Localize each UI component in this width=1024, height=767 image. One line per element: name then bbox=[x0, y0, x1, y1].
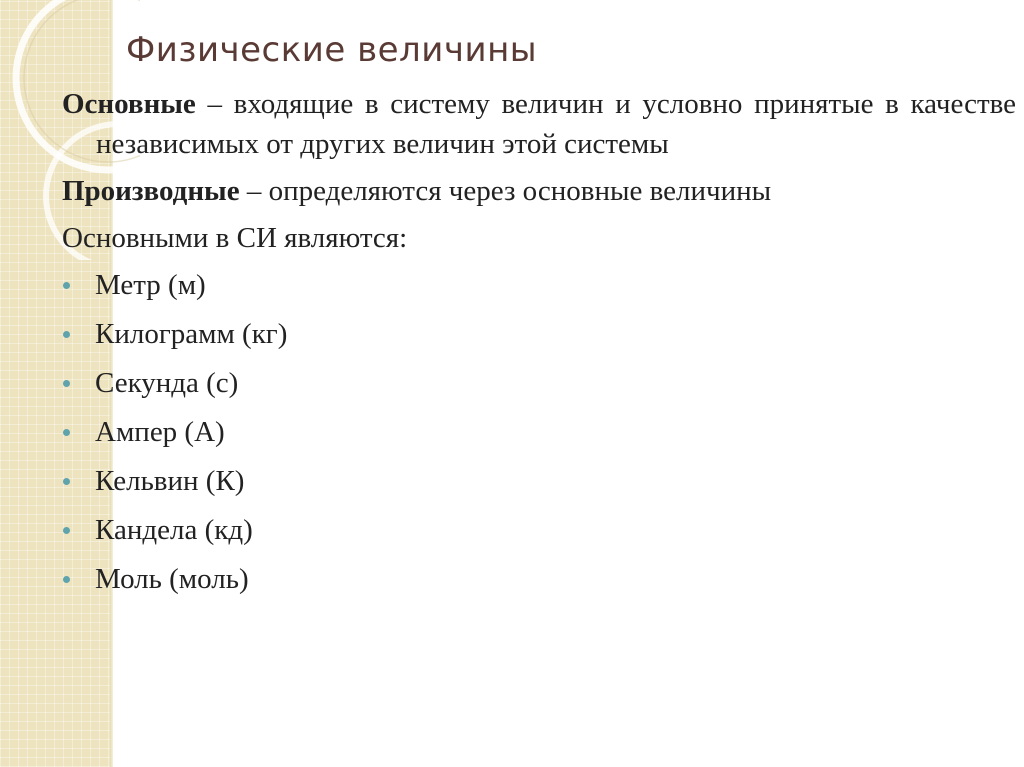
list-item bbox=[62, 314, 1016, 363]
round-bullet-icon bbox=[63, 478, 70, 485]
unit-label: Метр (м) bbox=[95, 269, 206, 301]
list-item bbox=[62, 363, 1016, 412]
list-item bbox=[62, 510, 1016, 559]
definition-text: определяются через основные величины bbox=[268, 175, 772, 207]
list-item bbox=[62, 412, 1016, 461]
round-bullet-icon bbox=[63, 527, 70, 534]
list-item bbox=[62, 461, 1016, 510]
round-bullet-icon bbox=[63, 380, 70, 387]
round-bullet-icon bbox=[63, 429, 70, 436]
definition-term: Производные bbox=[62, 175, 240, 207]
definition-derived bbox=[62, 171, 1016, 211]
si-units-list bbox=[62, 265, 1016, 608]
unit-label: Кельвин (К) bbox=[95, 465, 245, 497]
unit-label: Моль (моль) bbox=[95, 563, 249, 595]
definition-term: Основные bbox=[62, 88, 196, 120]
list-item bbox=[62, 559, 1016, 608]
round-bullet-icon bbox=[63, 282, 70, 289]
list-item bbox=[62, 265, 1016, 314]
round-bullet-icon bbox=[63, 576, 70, 583]
definition-dash: – bbox=[195, 88, 234, 120]
slide-title: Физические величины bbox=[126, 30, 538, 70]
round-bullet-icon bbox=[63, 331, 70, 338]
unit-label: Ампер (А) bbox=[95, 416, 225, 448]
definition-dash: – bbox=[239, 175, 269, 207]
slide-content bbox=[62, 84, 1016, 608]
unit-label: Кандела (кд) bbox=[95, 514, 253, 546]
unit-label: Секунда (с) bbox=[95, 367, 239, 399]
si-units-intro: Основными в СИ являются: bbox=[62, 222, 408, 254]
definition-basic bbox=[62, 84, 1016, 164]
unit-label: Килограмм (кг) bbox=[95, 318, 288, 350]
definition-text: входящие в систему величин и условно принятые в качестве независимых от других величин этой системы bbox=[96, 88, 1017, 160]
